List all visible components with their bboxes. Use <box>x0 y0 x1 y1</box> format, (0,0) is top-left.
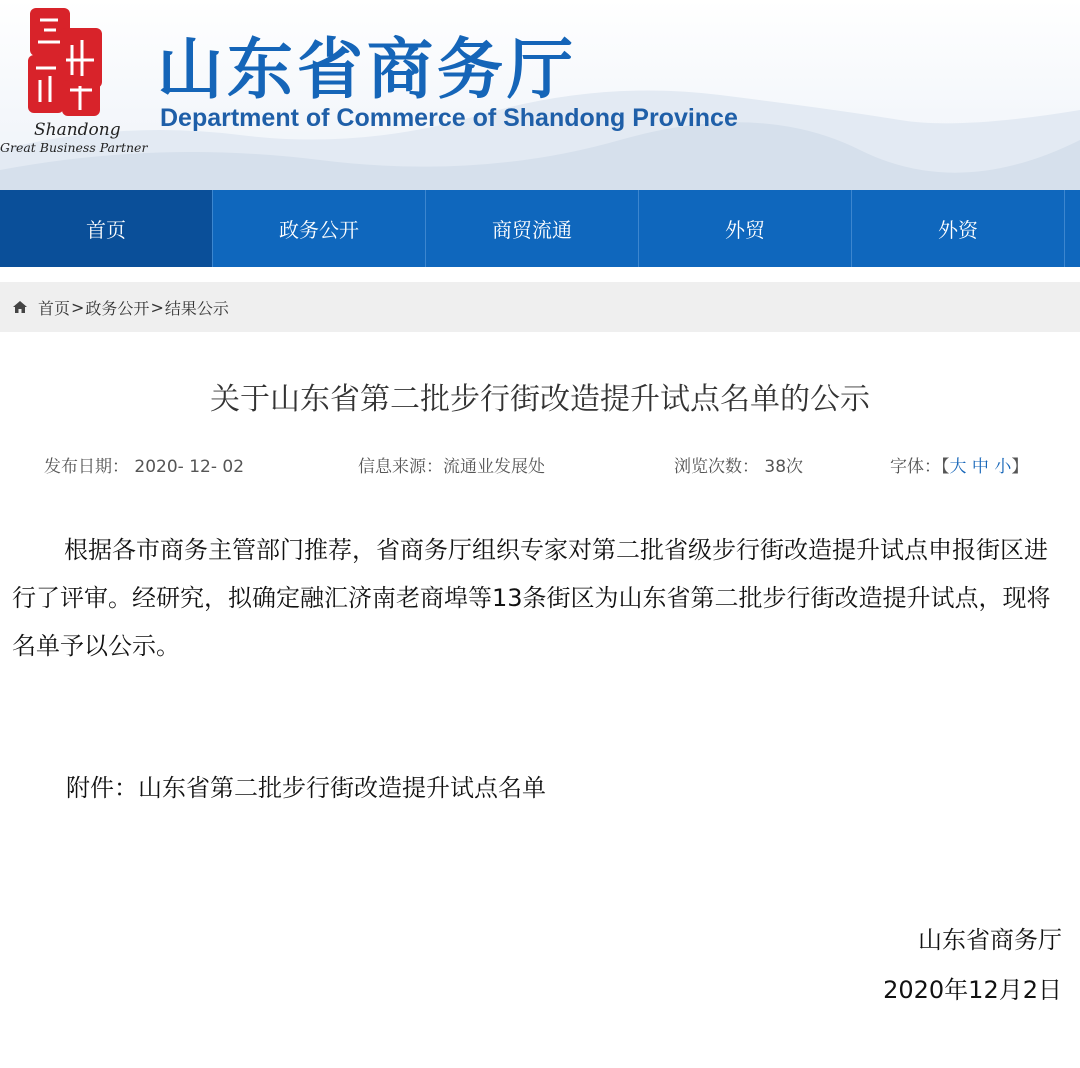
signature-org: 山东省商务厅 <box>918 926 1062 954</box>
breadcrumb-government-affairs[interactable]: 政务公开 <box>85 298 150 318</box>
font-medium-button[interactable]: 中 <box>971 457 989 477</box>
home-icon <box>12 300 28 314</box>
info-source-label: 信息来源： <box>358 457 443 477</box>
main-nav <box>0 190 1080 267</box>
view-count-label: 浏览次数： <box>674 457 759 477</box>
nav-item-home[interactable]: 首页 <box>0 190 213 267</box>
publish-date-value: 2020- 12- 02 <box>134 457 245 477</box>
nav-item-foreign-investment[interactable]: 外资 <box>852 190 1065 267</box>
nav-item-commerce-circulation[interactable]: 商贸流通 <box>426 190 639 267</box>
breadcrumb-separator: > <box>150 297 164 317</box>
font-size-switcher <box>890 456 1028 478</box>
logo-shandong-text: Shandong <box>34 120 121 140</box>
view-count-value: 38次 <box>764 457 804 477</box>
signature-date: 2020年12月2日 <box>883 976 1062 1004</box>
font-large-button[interactable]: 大 <box>949 457 967 477</box>
article-paragraph: 根据各市商务主管部门推荐，省商务厅组织专家对第二批省级步行街改造提升试点申报街区进行了评审。经研究，拟确定融汇济南老商埠等13条街区为山东省第二批步行街改造提升试点，现将名单予以公示。 <box>12 536 1051 660</box>
breadcrumb-separator: > <box>71 297 85 317</box>
publish-date-label: 发布日期： <box>44 457 129 477</box>
publish-date <box>44 456 244 478</box>
breadcrumb-home[interactable]: 首页 <box>38 298 71 318</box>
nav-item-government-affairs[interactable]: 政务公开 <box>213 190 426 267</box>
breadcrumb <box>0 282 1080 332</box>
font-small-button[interactable]: 小 <box>994 457 1012 477</box>
site-title[interactable]: 山东省商务厅 <box>157 31 577 108</box>
logo-partner-text: Great Business Partner <box>0 140 148 155</box>
site-header <box>0 0 1080 190</box>
breadcrumb-results[interactable]: 结果公示 <box>164 298 229 318</box>
attachment-link[interactable]: 附件：山东省第二批步行街改造提升试点名单 <box>66 774 546 802</box>
info-source-value: 流通业发展处 <box>443 457 545 477</box>
info-source <box>358 456 545 478</box>
article-title: 关于山东省第二批步行街改造提升试点名单的公示 <box>210 382 870 417</box>
font-bracket-open: 【 <box>941 457 950 477</box>
font-size-label: 字体： <box>890 457 941 477</box>
site-subtitle: Department of Commerce of Shandong Province <box>160 104 738 132</box>
font-bracket-close: 】 <box>1011 457 1029 477</box>
nav-item-foreign-trade[interactable]: 外贸 <box>639 190 852 267</box>
view-count <box>674 456 803 478</box>
